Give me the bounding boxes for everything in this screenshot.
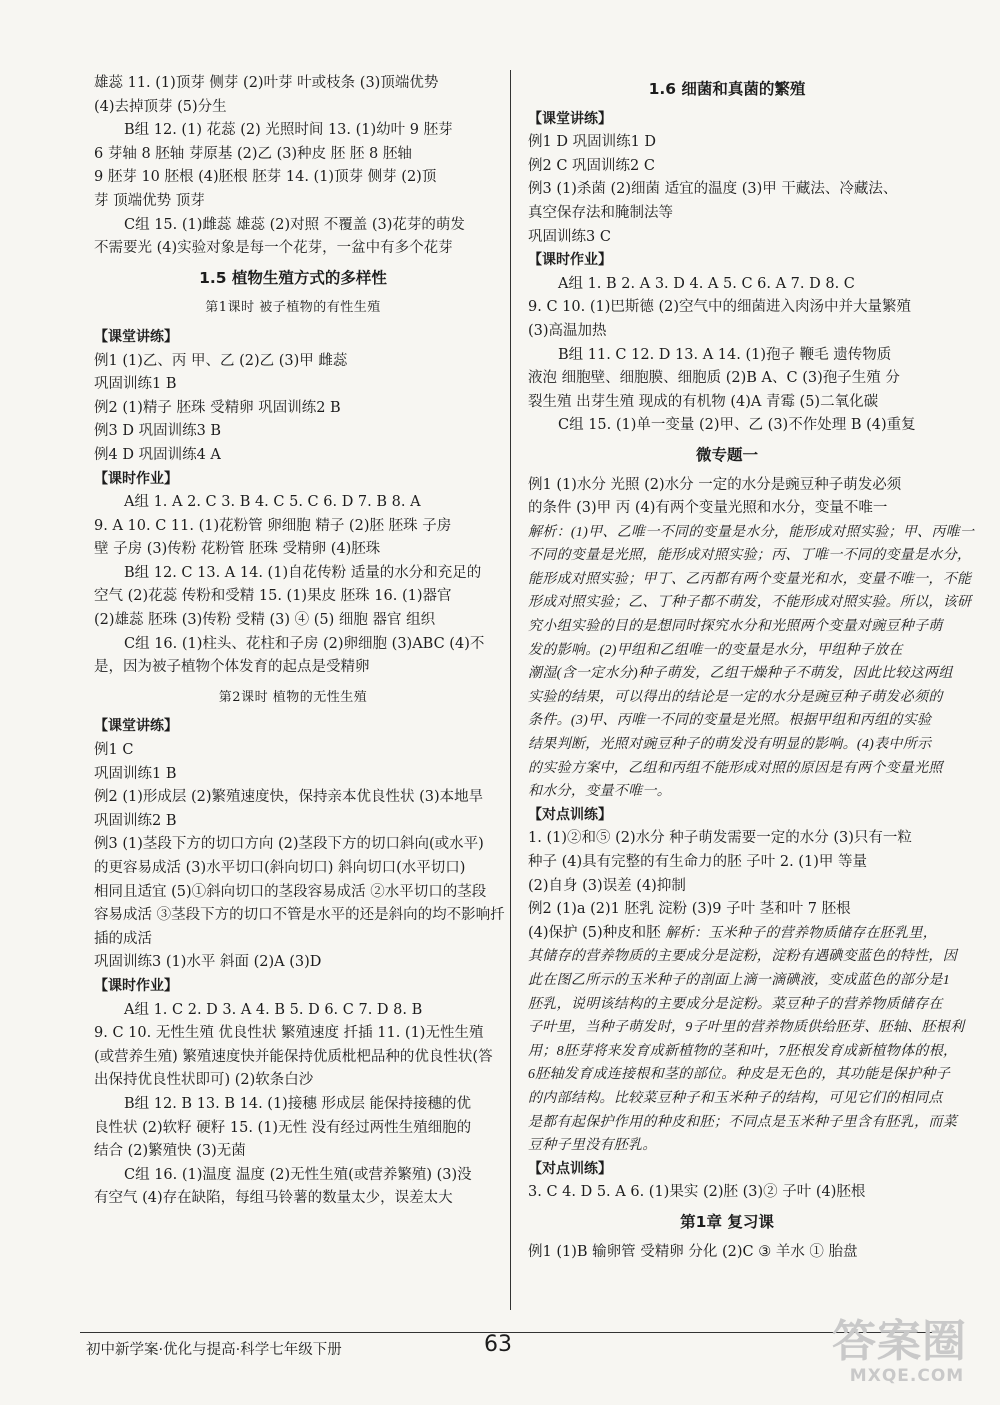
- answer-line: B组 12. (1) 花蕊 (2) 光照时间 13. (1)幼叶 9 胚芽: [124, 122, 453, 139]
- answer-line: 插的成活: [94, 930, 152, 947]
- section-heading: 【课时作业】: [94, 470, 178, 487]
- answer-line: 真空保存法和腌制法等: [528, 204, 673, 221]
- answer-line: 液泡 细胞壁、细胞膜、细胞质 (2)B A、C (3)孢子生殖 分: [528, 370, 900, 387]
- section-heading: 【课堂讲练】: [528, 110, 612, 127]
- answer-line: 9 胚芽 10 胚根 (4)胚根 胚芽 14. (1)顶芽 侧芽 (2)顶: [94, 169, 437, 186]
- explanation-line: 和水分，变量不唯一。: [528, 784, 671, 800]
- answer-line: 巩固训练1 B: [94, 376, 177, 393]
- lesson-subtitle: 第1课时 被子植物的有性生殖: [205, 300, 381, 316]
- answer-line: (或营养生殖) 繁殖速度快并能保持优质枇杷品种的优良性状(答: [94, 1048, 493, 1065]
- answer-line: 相同且适宜 (5)①斜向切口的茎段容易成活 ②水平切口的茎段: [94, 883, 487, 900]
- answer-line: B组 12. C 13. A 14. (1)自花传粉 适量的水分和充足的: [124, 564, 482, 581]
- answer-line: (2)自身 (3)误差 (4)抑制: [528, 877, 686, 894]
- explanation-line: 实验的结果，可以得出的结论是一定的水分是豌豆种子萌发必须的: [528, 689, 943, 705]
- answer-line: C组 15. (1)单一变量 (2)甲、乙 (3)不作处理 B (4)重复: [558, 417, 916, 434]
- answer-line: 9. C 10. (1)巴斯德 (2)空气中的细菌进入肉汤中并大量繁殖: [528, 299, 912, 316]
- section-heading: 【课堂讲练】: [94, 718, 178, 735]
- explanation-line: 形成对照实验；乙、丁种子都不萌发，不能形成对照实验。所以，该研: [528, 595, 972, 611]
- answer-line: 例2 (1)a (2)1 胚乳 淀粉 (3)9 子叶 茎和叶 7 胚根: [528, 901, 851, 918]
- section-title: 微专题一: [695, 445, 758, 464]
- answer-line: 例3 (1)茎段下方的切口方向 (2)茎段下方的切口斜向(或水平): [94, 836, 484, 853]
- answer-line: 巩固训练3 C: [528, 228, 611, 245]
- answer-line: 裂生殖 出芽生殖 现成的有机物 (4)A 青霉 (5)二氧化碳: [528, 393, 879, 410]
- answer-line: A组 1. A 2. C 3. B 4. C 5. C 6. D 7. B 8. A: [124, 494, 421, 511]
- section-heading: 【课时作业】: [528, 252, 612, 269]
- book-title: 初中新学案·优化与提高·科学七年级下册: [86, 1342, 342, 1358]
- explanation-line: 是都有起保护作用的种皮和胚；不同点是玉米种子里含有胚乳，而菜: [528, 1114, 957, 1130]
- explanation-line: 子叶里，当种子萌发时，9子叶里的营养物质供给胚芽、胚轴、胚根利: [528, 1020, 965, 1036]
- explanation-line: 豆种子里没有胚乳。: [528, 1138, 657, 1154]
- answer-line: 3. C 4. D 5. A 6. (1)果实 (2)胚 (3)② 子叶 (4)胚根: [528, 1184, 866, 1201]
- answer-line: 巩固训练1 B: [94, 765, 177, 782]
- answer-line: 是，因为被子植物个体发育的起点是受精卵: [94, 659, 370, 676]
- answer-line: 出保持优良性状即可) (2)软条白沙: [94, 1072, 314, 1089]
- answer-line: 壁 子房 (3)传粉 花粉管 胚珠 受精卵 (4)胚珠: [94, 541, 381, 558]
- explanation-line: 结果判断，光照对豌豆种子的萌发没有明显的影响。(4)表中所示: [528, 737, 932, 753]
- answer-line: 例1 C: [94, 742, 134, 759]
- answer-line: 例2 (1)精子 胚珠 受精卵 巩固训练2 B: [94, 399, 341, 416]
- answer-line: 例2 (1)形成层 (2)繁殖速度快，保持亲本优良性状 (3)本地旱: [94, 789, 484, 806]
- answer-line: 9. A 10. C 11. (1)花粉管 卵细胞 精子 (2)胚 胚珠 子房: [94, 517, 452, 534]
- answer-line: 空气 (2)花蕊 传粉和受精 15. (1)果皮 胚珠 16. (1)器官: [94, 588, 452, 605]
- answer-line: 的条件 (3)甲 丙 (4)有两个变量光照和水分，变量不唯一: [528, 500, 888, 517]
- left-column: [94, 72, 505, 1211]
- explanation-line: 不同的变量是光照，能形成对照实验；丙、丁唯一不同的变量是水分，: [528, 548, 972, 564]
- explanation-line: 条件。(3)甲、丙唯一不同的变量是光照。根据甲组和丙组的实验: [528, 713, 932, 729]
- answer-line: C组 16. (1)柱头、花柱和子房 (2)卵细胞 (3)ABC (4)不: [124, 635, 485, 652]
- answer-text: (4)保护 (5)种皮和胚: [528, 924, 666, 941]
- answer-line: (3)高温加热: [528, 322, 607, 339]
- answer-line: 例2 C 巩固训练2 C: [528, 157, 655, 174]
- answer-line: 良性状 (2)软籽 硬籽 15. (1)无性 没有经过两性生殖细胞的: [94, 1119, 472, 1136]
- explanation-line: 发的影响。(2)甲组和乙组唯一的变量是水分，甲组种子放在: [528, 642, 903, 658]
- right-column: [528, 72, 975, 1264]
- section-title: 1.5 植物生殖方式的多样性: [199, 268, 387, 287]
- answer-line: C组 16. (1)温度 温度 (2)无性生殖(或营养繁殖) (3)没: [124, 1166, 472, 1183]
- section-heading: 【对点训练】: [528, 806, 612, 823]
- answer-line: 芽 顶端优势 顶芽: [94, 192, 205, 209]
- answer-line: 6 芽轴 8 胚轴 芽原基 (2)乙 (3)种皮 胚 胚 8 胚轴: [94, 145, 412, 162]
- answer-line: B组 12. B 13. B 14. (1)接穗 形成层 能保持接穗的优: [124, 1095, 472, 1112]
- lesson-subtitle: 第2课时 植物的无性生殖: [218, 689, 368, 705]
- answer-line: 例1 (1)B 输卵管 受精卵 分化 (2)C ③ 羊水 ① 胎盘: [528, 1243, 858, 1260]
- answer-line: 有空气 (4)存在缺陷，每组马铃薯的数量太少，误差太大: [94, 1190, 453, 1207]
- answer-line: 的更容易成活 (3)水平切口(斜向切口) 斜向切口(水平切口): [94, 860, 466, 876]
- answer-line: 例1 (1)乙、丙 甲、乙 (2)乙 (3)甲 雌蕊: [94, 352, 348, 369]
- explanation-line: 潮湿(含一定水分)种子萌发，乙组干燥种子不萌发，因此比较这两组: [528, 666, 953, 682]
- answer-line: 9. C 10. 无性生殖 优良性状 繁殖速度 扦插 11. (1)无性生殖: [94, 1025, 484, 1042]
- section-heading: 【课时作业】: [94, 977, 178, 994]
- answer-line: 种子 (4)具有完整的有生命力的胚 子叶 2. (1)甲 等量: [528, 854, 867, 870]
- explanation-line: 此在图乙所示的玉米种子的剖面上滴一滴碘液，变成蓝色的部分是1: [528, 972, 950, 988]
- answer-line: 例4 D 巩固训练4 A: [94, 446, 221, 463]
- section-title: 1.6 细菌和真菌的繁殖: [648, 80, 806, 98]
- page-number: 63: [484, 1332, 512, 1357]
- watermark-url: MXQE.COM: [849, 1366, 965, 1386]
- explanation-line: 解析：(1)甲、乙唯一不同的变量是水分，能形成对照实验；甲、丙唯一: [528, 524, 975, 540]
- answer-line: 不需要光 (4)实验对象是每一个花芽，一盆中有多个花芽: [94, 240, 453, 257]
- section-heading: 【课堂讲练】: [94, 328, 178, 345]
- explanation-line: 能形成对照实验；甲丁、乙丙都有两个变量光和水，变量不唯一，不能: [528, 571, 972, 587]
- explanation-line: 的实验方案中，乙组和丙组不能形成对照的原因是有两个变量光照: [528, 760, 943, 776]
- answer-line: A组 1. B 2. A 3. D 4. A 5. C 6. A 7. D 8. C: [558, 275, 855, 292]
- answer-line: (4)去掉顶芽 (5)分生: [94, 98, 227, 115]
- answer-line: 巩固训练2 B: [94, 812, 177, 829]
- answer-line: 1. (1)②和⑤ (2)水分 种子萌发需要一定的水分 (3)只有一粒: [528, 830, 912, 847]
- answer-line: [528, 922, 937, 946]
- answer-line: 例1 (1)水分 光照 (2)水分 一定的水分是豌豆种子萌发必须: [528, 476, 902, 493]
- section-heading: 【对点训练】: [528, 1160, 612, 1177]
- answer-line: 结合 (2)繁殖快 (3)无菌: [94, 1143, 246, 1160]
- answer-line: 例3 D 巩固训练3 B: [94, 423, 222, 440]
- explanation-line: 6胚轴发育成连接根和茎的部位。种皮是无色的，其功能是保护种子: [528, 1067, 950, 1083]
- explanation-line: 的内部结构。比较菜豆种子和玉米种子的结构，可见它们的相同点: [528, 1090, 943, 1106]
- explanation-text: 解析：玉米种子的营养物质储存在胚乳里，: [665, 925, 937, 941]
- answer-line: C组 15. (1)雌蕊 雄蕊 (2)对照 不覆盖 (3)花芽的萌发: [124, 216, 465, 233]
- column-divider: [510, 70, 511, 1310]
- answer-line: 例1 D 巩固训练1 D: [528, 134, 657, 151]
- explanation-line: 究小组实验的目的是想同时探究水分和光照两个变量对豌豆种子萌: [528, 619, 943, 635]
- answer-line: 容易成活 ③茎段下方的切口不管是水平的还是斜向的均不影响扦: [94, 907, 505, 924]
- answer-line: 雄蕊 11. (1)顶芽 侧芽 (2)叶芽 叶或枝条 (3)顶端优势: [94, 75, 439, 91]
- answer-line: (2)雄蕊 胚珠 (3)传粉 受精 (3) ④ (5) 细胞 器官 组织: [94, 612, 436, 629]
- section-title: 第1章 复习课: [680, 1212, 774, 1231]
- answer-line: B组 11. C 12. D 13. A 14. (1)孢子 鞭毛 遗传物质: [558, 346, 892, 363]
- answer-line: 巩固训练3 (1)水平 斜面 (2)A (3)D: [94, 954, 322, 971]
- watermark-logo: [832, 1318, 982, 1394]
- answer-line: A组 1. C 2. D 3. A 4. B 5. D 6. C 7. D 8. B: [124, 1001, 423, 1018]
- watermark-text: 答案圈: [832, 1316, 967, 1367]
- explanation-line: 用；8胚芽将来发育成新植物的茎和叶，7胚根发育成新植物体的根，: [528, 1043, 958, 1059]
- explanation-line: 胚乳，说明该结构的主要成分是淀粉。菜豆种子的营养物质储存在: [528, 996, 943, 1012]
- answer-line: 例3 (1)杀菌 (2)细菌 适宜的温度 (3)甲 干藏法、冷藏法、: [528, 181, 898, 198]
- explanation-line: 其储存的营养物质的主要成分是淀粉，淀粉有遇碘变蓝色的特性，因: [528, 949, 957, 965]
